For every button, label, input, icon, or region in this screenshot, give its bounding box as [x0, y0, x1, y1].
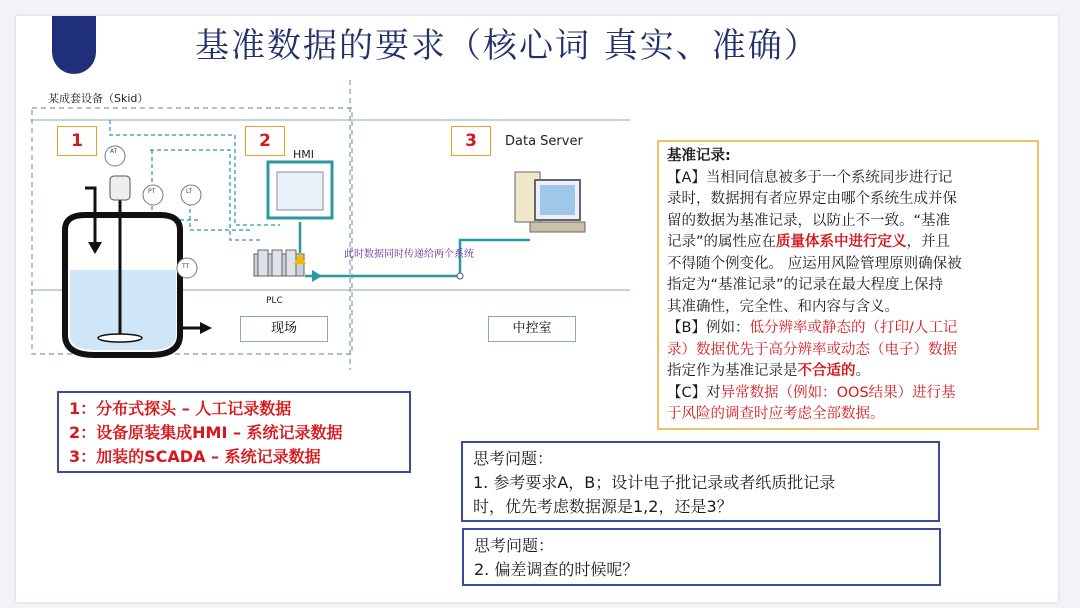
- baseline-a-line: 其准确性，完全性、和内容与含义。: [667, 298, 899, 315]
- emphasis-text: 质量体系中进行定义: [776, 234, 907, 250]
- baseline-a-line: 留的数据为基准记录，以防止不一致。“基准: [667, 212, 951, 229]
- question-heading: 思考问题：: [473, 449, 554, 468]
- text-span: 【B】例如：: [667, 320, 750, 336]
- legend-item-2: 2：设备原装集成HMI – 系统记录数据: [69, 423, 343, 442]
- baseline-a-line: 不得随个例变化。 应运用风险管理原则确保被: [667, 255, 962, 272]
- text-span: 记录”的属性应在: [667, 234, 777, 250]
- text-span: 。: [855, 363, 870, 379]
- emphasis-text: 异常数据（例如：OOS结果）: [720, 384, 913, 401]
- emphasis-text: 低分辨率或静态的（打印/人工记: [749, 320, 958, 336]
- baseline-a-line: 指定为“基准记录”的记录在最大程度上保持: [667, 277, 944, 293]
- question-text: 1. 参考要求A，B；设计电子批记录或者纸质批记录: [473, 473, 836, 492]
- baseline-record-box: [657, 140, 1039, 430]
- control-room-label: 中控室: [488, 316, 576, 342]
- text-span: 【C】对: [667, 384, 721, 401]
- baseline-c-line: [667, 383, 1029, 405]
- question-box-1: [461, 441, 940, 522]
- decorative-tab: [52, 16, 96, 74]
- question-text: 时，优先考虑数据源是1,2，还是3？: [473, 497, 733, 516]
- legend-item-3: 3：加装的SCADA – 系统记录数据: [69, 447, 321, 466]
- legend-item-1: 1：分布式探头 – 人工记录数据: [69, 399, 292, 418]
- sensor-at: AT: [110, 148, 118, 155]
- baseline-b-line: [667, 361, 1029, 383]
- question-box-2: [462, 528, 941, 586]
- baseline-a-line: 【A】当相同信息被多于一个系统同步进行记: [667, 169, 953, 186]
- baseline-heading: 基准记录:: [667, 148, 731, 164]
- label-3: 3: [451, 126, 491, 156]
- emphasis-text: 不合适的: [797, 363, 856, 379]
- question-text: 2. 偏差调查的时候呢？: [474, 560, 639, 579]
- sensor-tt: TT: [182, 263, 190, 270]
- skid-label: 某成套设备（Skid）: [48, 92, 149, 105]
- baseline-b-line: 录）数据优先于高分辨率或动态（电子）数据: [667, 341, 957, 358]
- text-span: ，并且: [906, 234, 951, 250]
- label-2: 2: [245, 126, 285, 156]
- source-legend: [57, 391, 411, 473]
- baseline-c-line: 于风险的调查时应考虑全部数据。: [667, 406, 885, 422]
- hmi-label: HMI: [293, 148, 315, 161]
- field-label: 现场: [240, 316, 328, 342]
- baseline-a-line: 录时，数据拥有者应界定由哪个系统生成并保: [667, 191, 957, 207]
- emphasis-text: 进行基: [912, 384, 956, 401]
- baseline-b-line: [667, 318, 1029, 340]
- question-heading: 思考问题：: [474, 536, 555, 555]
- baseline-a-line-mixed: [667, 232, 1029, 254]
- plc-label: PLC: [266, 296, 283, 306]
- sensor-pt: PT: [148, 188, 156, 195]
- data-server-label: Data Server: [505, 134, 583, 149]
- page-title: 基准数据的要求（核心词 真实、准确）: [195, 26, 820, 66]
- text-span: 指定作为基准记录是: [667, 363, 798, 379]
- sensor-lt: LT: [186, 188, 193, 195]
- transfer-text: 此时数据同时传递给两个系统: [344, 249, 474, 260]
- label-1: 1: [57, 126, 97, 156]
